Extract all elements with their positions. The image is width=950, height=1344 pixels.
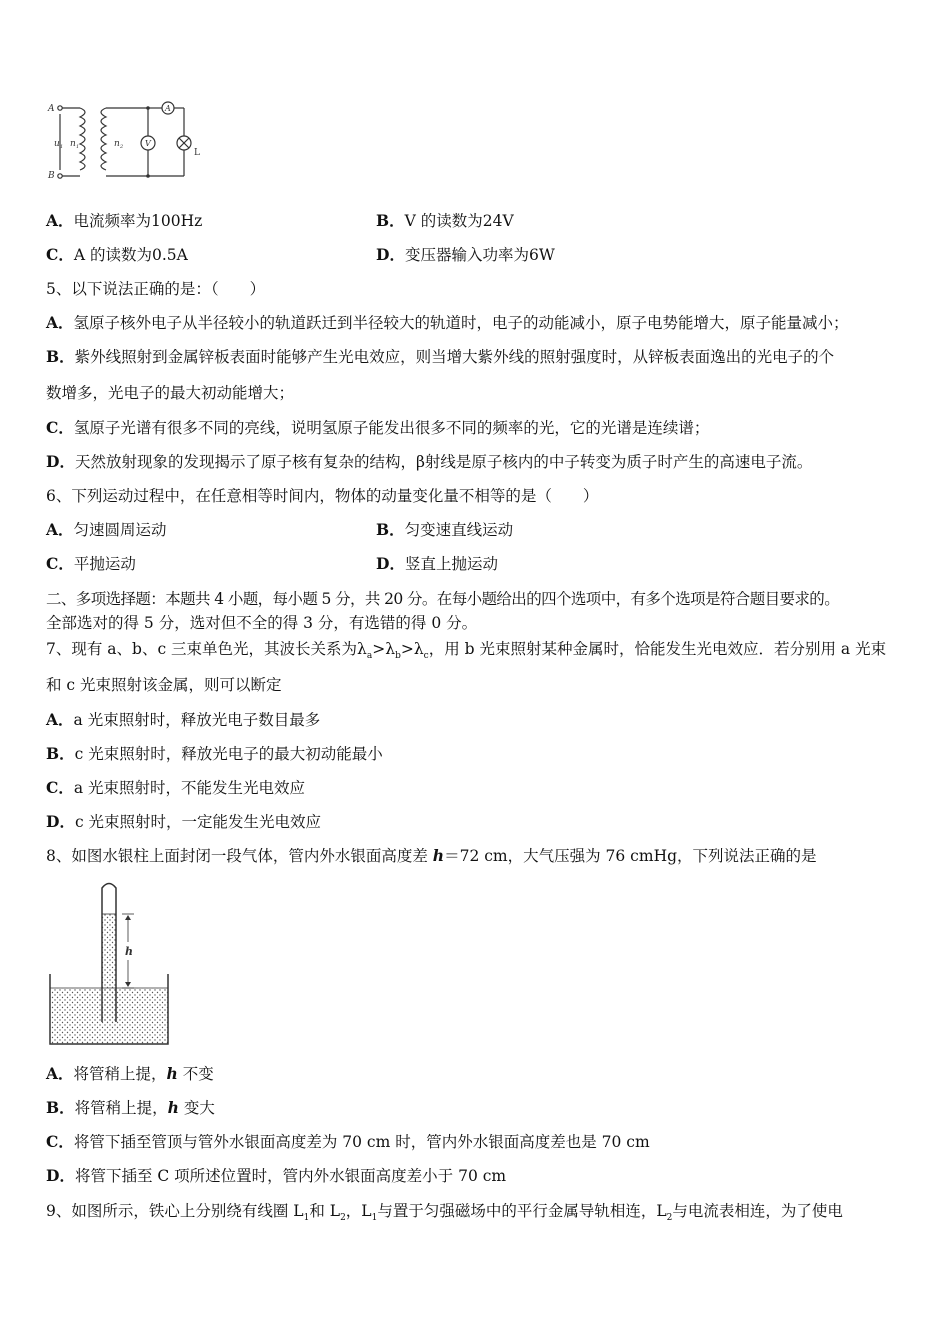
q6-option-d: D．竖直上抛运动 xyxy=(376,554,498,573)
q8-option-b: B．将管稍上提，h 变大 xyxy=(46,1098,215,1117)
n1-label: n xyxy=(70,139,76,149)
q8-option-a: A．将管稍上提，h 不变 xyxy=(46,1064,214,1083)
q7-option-c: C．a 光束照射时，不能发生光电效应 xyxy=(46,778,306,797)
u1-sub: 1 xyxy=(60,144,64,150)
q7-stem: 7、现有 a、b、c 三束单色光，其波长关系为$\lambda_a>\lambda_b>\lambda_c$，用 b 光束照射某种金属时，恰能发生光电效应．若分别用 a 光束 xyxy=(46,640,887,662)
q5-option-d: D．天然放射现象的发现揭示了原子核有复杂的结构，β射线是原子核内的中子转变为质子时产生的高速电子流。 xyxy=(46,452,813,471)
q8-option-d: D．将管下插至 C 项所述位置时，管内外水银面高度差小于 70 cm xyxy=(46,1166,507,1185)
q6-stem: 6、下列运动过程中，在任意相等时间内，物体的动量变化量不相等的是（ ） xyxy=(46,487,599,505)
q6-option-b: B．匀变速直线运动 xyxy=(376,520,514,539)
q5-option-b-cont: 数增多，光电子的最大初动能增大； xyxy=(46,384,295,402)
q6-option-a: A．匀速圆周运动 xyxy=(46,520,167,539)
q7-stem-cont: 和 c 光束照射该金属，则可以断定 xyxy=(46,676,282,694)
q4-option-b: B．V 的读数为24V xyxy=(376,211,514,230)
q7-option-b: B．c 光束照射时，释放光电子的最大初动能最小 xyxy=(46,744,383,763)
q5-option-b: B．紫外线照射到金属锌板表面时能够产生光电效应，则当增大紫外线的照射强度时，从锌板表面逸出的光电子的个 xyxy=(46,347,835,366)
q8-option-c: C．将管下插至管顶与管外水银面高度差为 70 cm 时，管内外水银面高度差也是 70 cm xyxy=(46,1132,650,1151)
section-2-heading: 二、多项选择题：本题共 4 小题，每小题 5 分，共 20 分。在每小题给出的四个选项中，有多个选项是符合题目要求的。 xyxy=(46,590,840,608)
terminal-b-label: B xyxy=(48,171,55,181)
q5-stem: 5、以下说法正确的是：（ ） xyxy=(46,280,266,298)
lamp-label: L xyxy=(194,148,200,158)
q4-option-a: A．电流频率为100Hz xyxy=(46,211,203,230)
ammeter-symbol: A xyxy=(165,104,171,113)
q8-stem: 8、如图水银柱上面封闭一段气体，管内外水银面高度差 h＝72 cm，大气压强为 76 cmHg，下列说法正确的是 xyxy=(46,846,817,865)
q9-stem: 9、如图所示，铁心上分别绕有线圈 $L_1$和 $L_2$，$L_1$与置于匀强磁场中的平行金属导轨相连，$L_2$与电流表相连，为了使电 xyxy=(46,1202,843,1224)
terminal-a-label: A xyxy=(48,104,55,114)
n2-sub: 2 xyxy=(120,144,124,150)
mercury-tube-figure xyxy=(46,876,174,1048)
q4-option-d: D．变压器输入功率为6W xyxy=(376,245,555,264)
voltmeter-symbol: V xyxy=(145,139,151,148)
q7-option-a: A．a 光束照射时，释放光电子数目最多 xyxy=(46,710,321,729)
q4-option-c: C．A 的读数为0.5A xyxy=(46,245,188,264)
u1-label: u xyxy=(54,139,60,149)
n2-label: n xyxy=(114,139,120,149)
n1-sub: 1 xyxy=(76,144,80,150)
q5-option-a: A．氢原子核外电子从半径较小的轨道跃迁到半径较大的轨道时，电子的动能减小，原子电势能增大，原子能量减小； xyxy=(46,313,849,332)
section-2-scoring: 全部选对的得 5 分，选对但不全的得 3 分，有选错的得 0 分。 xyxy=(46,614,478,632)
q7-option-d: D．c 光束照射时，一定能发生光电效应 xyxy=(46,812,322,831)
h-label: h xyxy=(125,945,133,958)
transformer-circuit-figure xyxy=(44,96,214,188)
q6-option-c: C．平抛运动 xyxy=(46,554,136,573)
q5-option-c: C．氢原子光谱有很多不同的亮线，说明氢原子能发出很多不同的频率的光，它的光谱是连续谱； xyxy=(46,418,710,437)
